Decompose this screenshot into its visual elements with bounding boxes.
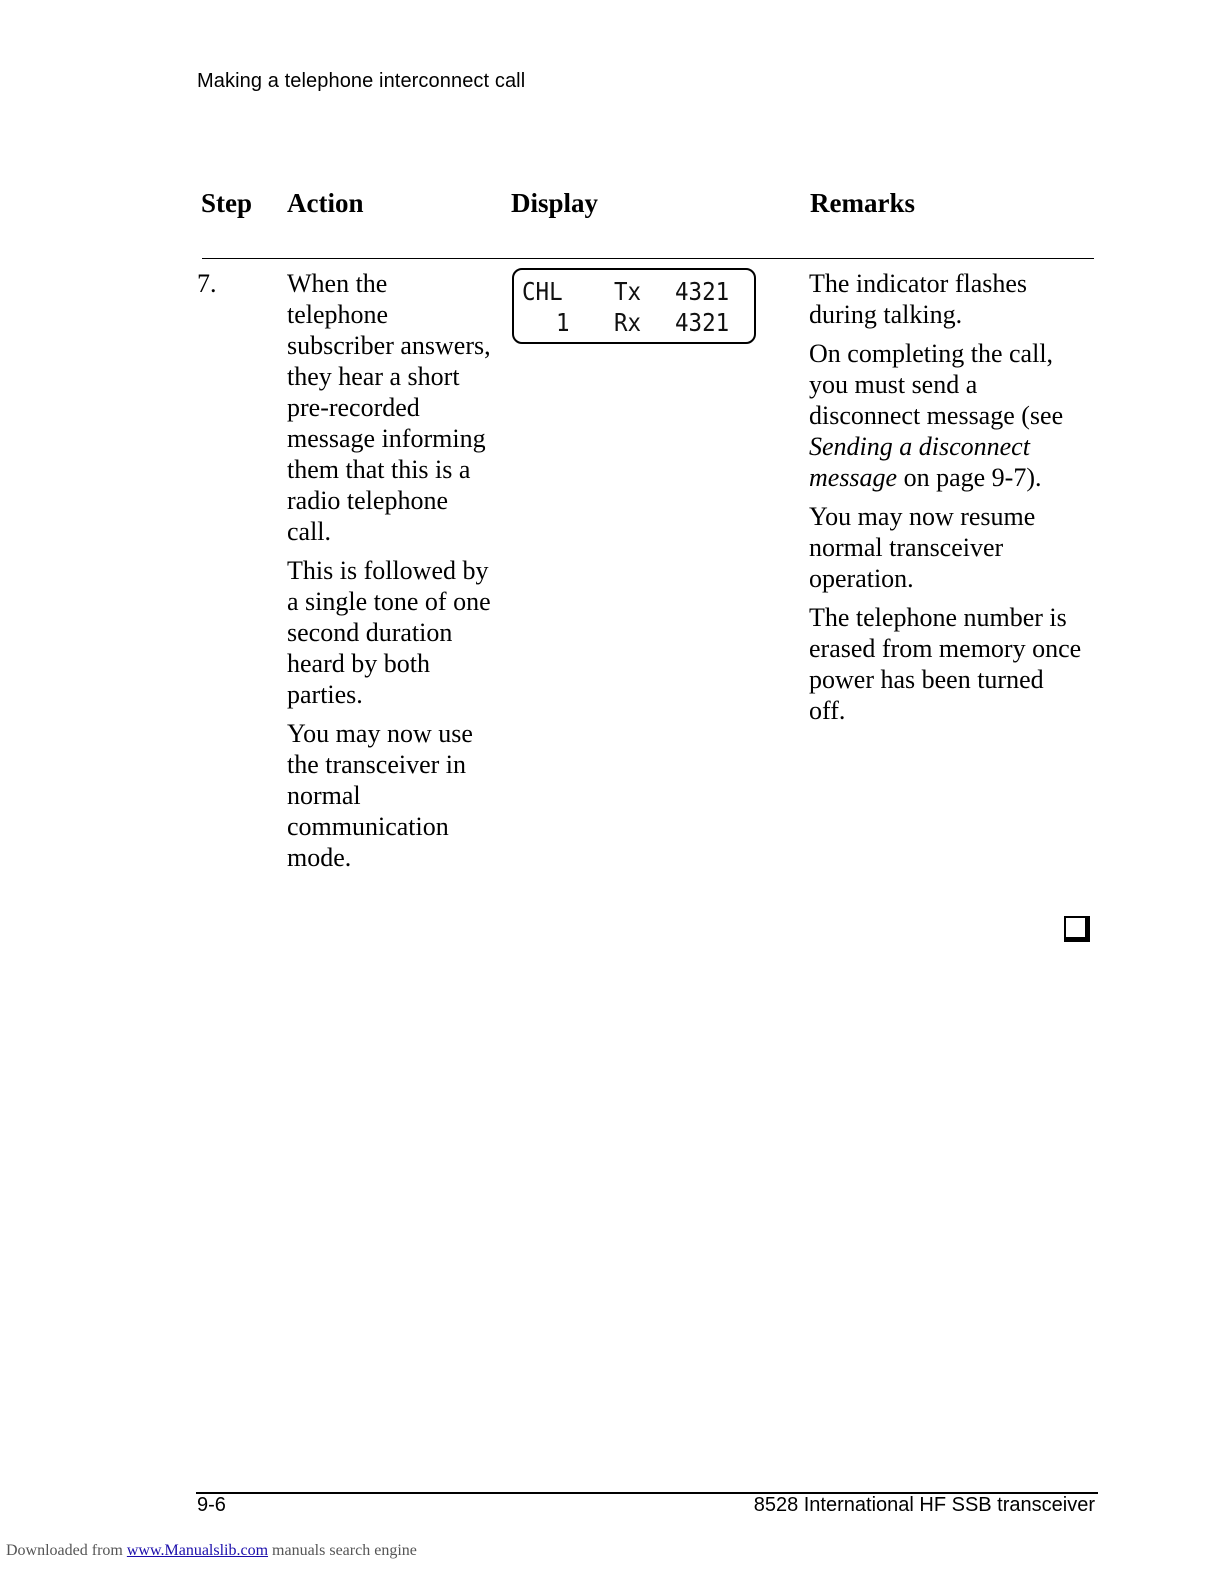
remarks-paragraph: The telephone number is erased from memory once power has been turned off. xyxy=(809,603,1082,725)
remarks-text: on page 9-7). xyxy=(897,463,1042,492)
manualslib-link[interactable]: www.Manualslib.com xyxy=(126,1542,269,1559)
action-cell xyxy=(287,268,492,881)
lcd-display xyxy=(512,268,756,344)
remarks-paragraph: You may now resume normal transceiver operation. xyxy=(809,502,1036,593)
header-rule xyxy=(202,258,1094,259)
running-header: Making a telephone interconnect call xyxy=(197,70,526,92)
action-paragraph: This is followed by a single tone of one second duration heard by both parties. xyxy=(287,556,491,709)
lcd-tx-value: 4321 xyxy=(675,277,730,306)
lcd-tx-label: Tx xyxy=(614,277,642,306)
lcd-rx-label: Rx xyxy=(614,308,642,337)
step-number: 7. xyxy=(197,269,217,298)
remarks-text: On completing the call, you must send a disconnect message (see xyxy=(809,339,1064,430)
cross-reference-title: Sending a disconnect message xyxy=(809,432,1030,492)
download-watermark xyxy=(6,1542,417,1560)
lcd-rx-value: 4321 xyxy=(675,308,730,337)
column-header-display: Display xyxy=(511,188,599,218)
watermark-prefix: Downloaded from xyxy=(6,1542,127,1559)
action-paragraph: You may now use the transceiver in normal communication mode. xyxy=(287,719,473,872)
lcd-channel-label: CHL xyxy=(522,277,563,306)
product-name: 8528 International HF SSB transceiver xyxy=(753,1494,1095,1516)
remarks-paragraph xyxy=(809,338,1084,493)
column-header-step: Step xyxy=(201,188,253,218)
remarks-paragraph: The indicator flashes during talking. xyxy=(809,269,1028,329)
action-paragraph: When the telephone subscriber answers, they hear a short pre-recorded message informing them that this is a radio telephone call. xyxy=(287,269,491,546)
column-header-remarks: Remarks xyxy=(810,188,915,218)
watermark-suffix: manuals search engine xyxy=(268,1542,417,1559)
remarks-cell xyxy=(809,268,1084,734)
column-header-action: Action xyxy=(287,188,364,218)
end-of-section-box-icon xyxy=(1064,916,1090,942)
page-number: 9-6 xyxy=(197,1494,226,1516)
lcd-channel-number: 1 xyxy=(556,308,570,337)
